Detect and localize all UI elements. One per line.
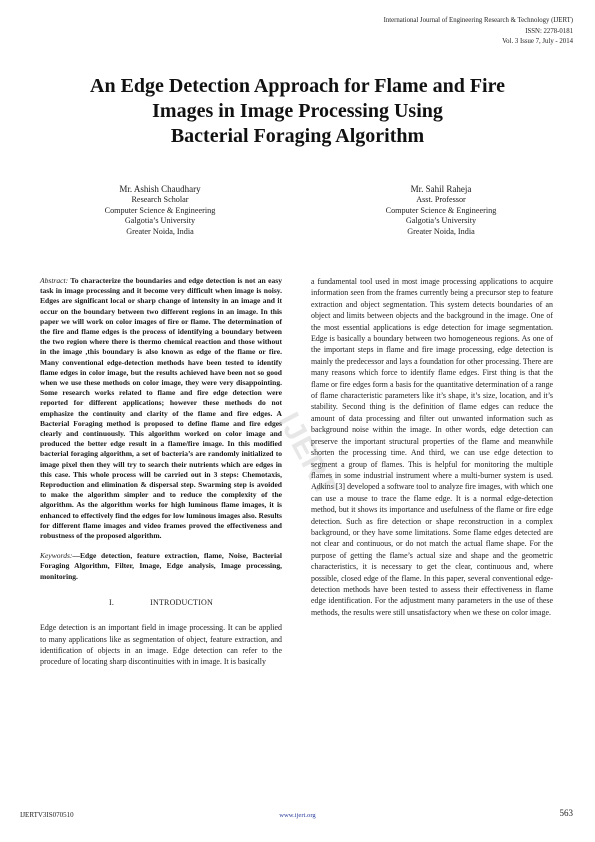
keywords-label: Keywords: [40,551,73,561]
ijert-watermark: IJERT [271,407,344,503]
keywords [40,551,282,582]
abstract-text: To characterize the boundaries and edge detection is not an easy task in image processing and it become very difficult when image is noisy. Edges are significant local or sharp change of intensity in an image and it occur on the boundary between two different regions in an image. In this paper we will work on color images of fire or flame. The determination of the fire and flame edges is the process of identifying a boundary between the two region where there is thermo chemical reaction and those without in the image ,this boundary is also known as edge of the flame or fire. Many conventional edge-detection methods have been tested to identify flame edges in color image, but the results achieved have been not so good when we use these methods on color image, they were very disappointing. Some research works related to flame and fire edge detection were reported for different applications; however these methods do not emphasize the continuity and clarity of the flame and fire edges. A Bacterial Foraging method is proposed to define flame and fire edges clearly and continuously. This algorithm worked on color image and produced the better edge result in a flame/fire image. In this modified bacterial foraging algorithm, a set of bacteria’s are randomly initialized to image pixel then they will try to search their nutrients which are edges in this case. This whole process will be carried out in 3 steps: Chemotaxis, Reproduction and elimination & dispersal step. Swarming step is avoided to make the algorithm simpler and to reduce the complexity of the algorithm. As the algorithm works for high luminous flame images, it is enhanced to effectively find the edges for low luminous images also. Results for different flame images and video frames proved the effectiveness and robustness of the proposed algorithm. [40,276,282,541]
footer-paper-id: IJERTV3IS070510 [20,811,74,819]
author-dept: Computer Science & Engineering [104,205,216,215]
footer-url-link[interactable]: www.ijert.org [279,812,316,819]
author-1 [40,184,280,237]
journal-header [273,16,573,48]
section-heading-introduction [40,598,282,608]
right-column [311,276,553,618]
intro-paragraph-right: a fundamental tool used in most image processing applications to acquire information seen from the frames currently being a precursor step to feature extraction and object segmentation. This system detects boundaries of an object and limits between objects and the background in the image. One of the most essential applications is edge detection for image segmentation. Edge is basically a boundary between two homogeneous regions. As one of the important steps in flame and fire image processing, edge detection is mainly the predecessor and lays a foundation for other processing. There are many reasons which force to identify flame edges. First thing is that the flame or fire edges form a basis for the quantitative determination of a range of flame characteristic parameters like it’s shape, it’s size, location, and it’s stability. Second thing is the definition of flame edges can reduce the amount of data processing and filter out unwanted information such as background noise within the image. In other words, edge detection can preserve the important structural properties of the flame and meanwhile shorten the processing time. And third, we can use edge detection to segment a group of flames. This is helpful for monitoring the multiple flames in some industrial instrument where a multi-burner system is used. Adkins [3] developed a software tool to analyze fire images, with which one can use a mouse to trace the flame edge. It is a normal edge-detection method, but it shows its importance and usefulness of the flame or fire edge detection. Such as fire detection or shape reconstruction in a complex background, or they have some limitations. Some flame edges detected are not clear and continuous, or do not match the actual flame shape. For the purpose of getting the flame’s actual size and shape and the geometric characteristics, it is necessary to get the clear, continuous and, where possible, closed edge of the flame. In this paper, several conventional edge-detection methods have been tested to assess their effectiveness in flame edge identification. For the adjustment many parameters in the use of these methods, the results were still unsatisfactory when we these on color image. [311,277,553,617]
left-column [40,276,282,668]
author-university: Galgotia’s University [124,216,196,226]
author-role: Research Scholar [131,195,189,204]
journal-issn: ISSN: 2278-0181 [525,27,573,35]
title-line: An Edge Detection Approach for Flame and Fire [90,75,505,97]
abstract [40,276,282,541]
paper-title [30,74,565,149]
author-city: Greater Noida, India [126,226,194,236]
author-university: Galgotia’s University [405,216,477,226]
keywords-text: —Edge detection, feature extraction, flame, Noise, Bacterial Foraging Algorithm, Filter, Image, Edge analysis, Image processing, monitoring. [40,551,282,581]
title-line: Bacterial Foraging Algorithm [170,125,425,147]
intro-paragraph-left: Edge detection is an important field in image processing. It can be applied to many applications like as segmentation of object, feature extraction, and identification of objects in an image. Edge detection can refer to the procedure of locating sharp discontinuities with in image. It is basically [40,623,282,667]
title-line: Images in Image Processing Using [152,100,443,122]
author-name: Mr. Ashish Chaudhary [119,184,201,194]
journal-name: International Journal of Engineering Research & Technology (IJERT) [383,17,573,24]
author-dept: Computer Science & Engineering [385,205,497,215]
author-role: Asst. Professor [416,195,466,204]
author-city: Greater Noida, India [407,226,475,236]
section-number: I. [109,597,115,607]
author-name: Mr. Sahil Raheja [410,184,472,194]
abstract-label: Abstract: [40,276,69,285]
author-2 [321,184,561,237]
journal-volume: Vol. 3 Issue 7, July - 2014 [502,38,573,45]
section-title: INTRODUCTION [150,597,213,607]
footer-page-number: 563 [559,808,573,818]
